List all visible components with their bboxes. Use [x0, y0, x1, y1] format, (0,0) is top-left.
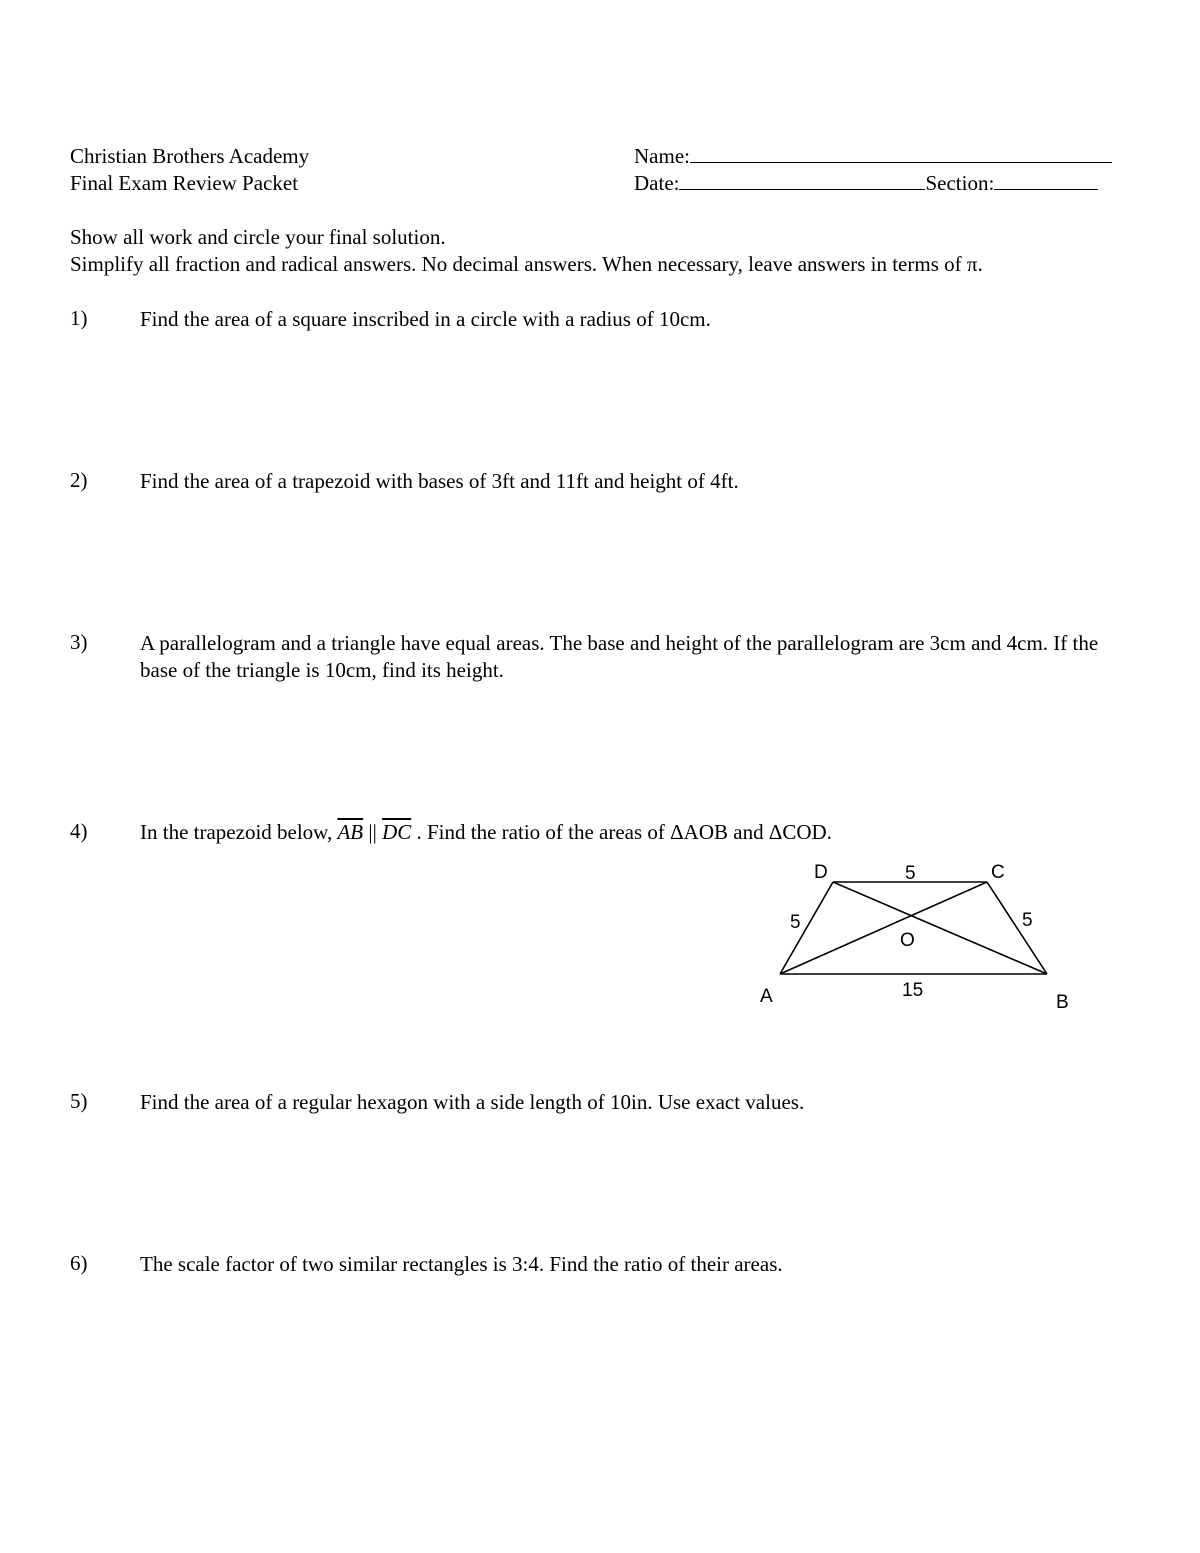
question-4-text-after: . Find the ratio of the areas of ΔAOB and ΔCOD.: [411, 820, 832, 844]
question-5-number: 5): [70, 1089, 88, 1113]
instruction-line-1: Show all work and circle your final solution.: [70, 225, 446, 249]
question-1-number: 1): [70, 306, 88, 330]
question-2-number: 2): [70, 468, 88, 492]
label-c: C: [991, 862, 1005, 883]
length-ad: 5: [790, 912, 801, 933]
section-field[interactable]: [994, 170, 1098, 190]
question-3-number: 3): [70, 630, 88, 654]
question-2-text: Find the area of a trapezoid with bases of 3ft and 11ft and height of 4ft.: [140, 469, 739, 493]
question-4-text: [140, 819, 1115, 846]
label-b: B: [1056, 992, 1069, 1013]
diagonal-db: [833, 882, 1047, 974]
question-4-text-before: In the trapezoid below,: [140, 820, 338, 844]
question-6-number: 6): [70, 1251, 88, 1275]
question-3-text: A parallelogram and a triangle have equal areas. The base and height of the parallelogram are 3cm and 4cm. If the base of the triangle is 10cm, find its height.: [140, 631, 1099, 682]
packet-title: Final Exam Review Packet: [70, 171, 299, 195]
side-ad: [780, 882, 833, 974]
label-d: D: [814, 862, 828, 883]
school-name: Christian Brothers Academy: [70, 144, 310, 168]
name-label: Name:: [634, 144, 690, 168]
question-1-text: Find the area of a square inscribed in a circle with a radius of 10cm.: [140, 307, 711, 331]
question-5-text: Find the area of a regular hexagon with a side length of 10in. Use exact values.: [140, 1090, 805, 1114]
trapezoid-diagram: [740, 855, 1080, 1020]
segment-dc: $\overline{DC}$: [382, 820, 412, 844]
parallel-symbol: ||: [363, 820, 383, 844]
question-6-text: The scale factor of two similar rectangles is 3:4. Find the ratio of their areas.: [140, 1252, 783, 1276]
instruction-line-2: Simplify all fraction and radical answers. No decimal answers. When necessary, leave answers in terms of π.: [70, 252, 983, 276]
name-field[interactable]: [690, 143, 1112, 163]
side-cb: [987, 882, 1047, 974]
section-label: Section:: [925, 171, 995, 195]
label-a: A: [760, 986, 773, 1007]
segment-ab: $\overline{AB}$: [337, 820, 364, 844]
date-row: [634, 170, 1098, 197]
diagonal-ac: [780, 882, 987, 974]
date-label: Date:: [634, 171, 680, 195]
question-4-number: 4): [70, 819, 88, 843]
length-ab: 15: [902, 980, 924, 1001]
name-row: [634, 143, 1112, 170]
date-field[interactable]: [679, 170, 925, 190]
label-o: O: [900, 930, 915, 951]
length-cb: 5: [1022, 910, 1033, 931]
length-dc: 5: [905, 863, 916, 884]
